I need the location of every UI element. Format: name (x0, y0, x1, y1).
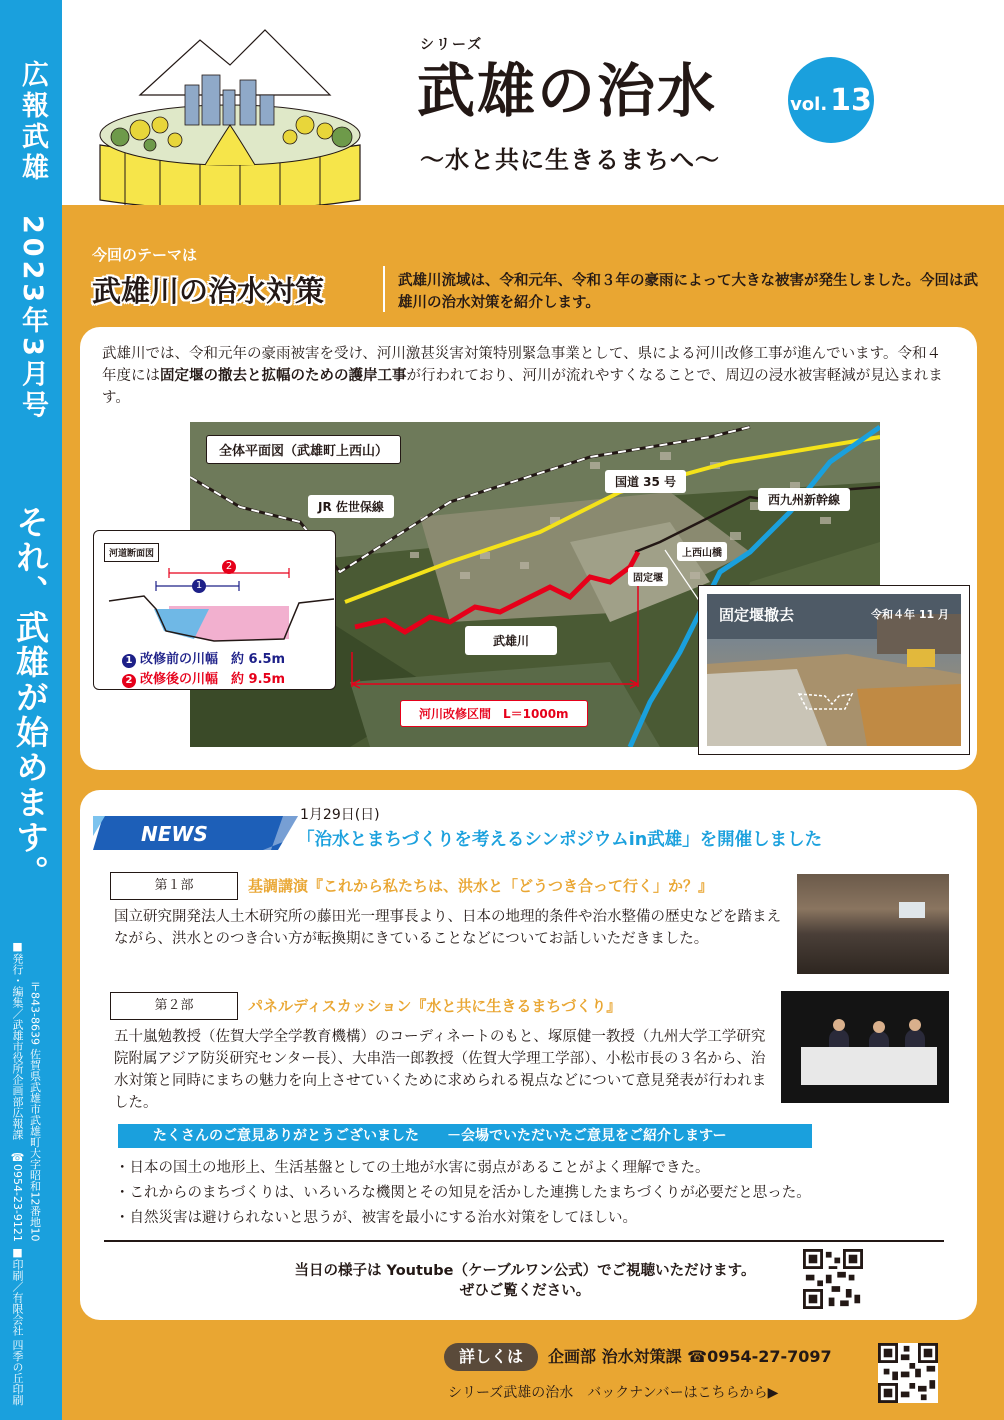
backnumber-qr-code[interactable] (878, 1343, 938, 1403)
intro-paragraph (102, 343, 952, 409)
route-label: 国道 35 号 (605, 470, 686, 493)
section-label: 河川改修区間 L＝1000m (400, 700, 588, 727)
photo-date: 令和４年 11 月 (871, 608, 949, 621)
part1-text: 国立研究開発法人土木研究所の藤田光一理事長より、日本の地理的条件や治水整備の歴史などを踏まえながら、洪水とのつき合い方が転換期にきていることなどについてお話しいただきました。 (114, 909, 781, 947)
printer-line: ■印刷／有限会社 四季の丘印刷 (11, 1245, 24, 1406)
part2-text: 五十嵐勉教授（佐賀大学全学教育機構）のコーディネートのもと、塚原健一教授（九州大学工学研究院附属アジア防災研究センター長）、大串浩一郎教授（佐賀大学理工学部）、小松市長の３名から、治水対策と同時にまちの魅力を向上させていくために求められる視点などについて意見発表が行われました。 (114, 1029, 767, 1111)
lecture-photo (797, 874, 949, 974)
after-width (122, 668, 285, 688)
intro-text-2: が行われており、河川が流れやすくなることで、周辺の浸水被害軽減が見込まれます。 (102, 368, 943, 406)
before-marker: 1 (122, 654, 136, 668)
sidebar (0, 0, 62, 1420)
publisher-line: ■発行・編集／武雄市役所企画部広報課 ☎0954-23-9121 (11, 940, 24, 1242)
photo-title: 固定堰撤去 (719, 606, 795, 624)
contact-info: 企画部 治水対策課 ☎0954-27-7097 (548, 1347, 832, 1366)
panel-photo (781, 991, 949, 1103)
weir-label: 固定堰 (628, 567, 668, 586)
cross-section-inset (93, 530, 336, 690)
part1-title: 基調講演『これから私たちは、洪水と「どうつき合って行く」か？』 (248, 877, 714, 895)
panelist-face (833, 1019, 845, 1031)
news-date: 1月29日(日) (300, 807, 380, 823)
theme-description: 武雄川流域は、令和元年、令和３年の豪雨によって大きな被害が発生しました。今回は武雄川の治水対策を紹介します。 (398, 273, 978, 311)
page-subtitle: ～水と共に生きるまちへ～ (420, 146, 720, 174)
theme-label: 今回のテーマは (92, 246, 198, 264)
youtube-line-2: ぜひご覧ください。 (459, 1283, 591, 1299)
slogan: それ、武雄が始めます。 (11, 505, 50, 890)
after-marker: 2 (122, 674, 136, 688)
jr-label: JR 佐世保線 (308, 495, 394, 518)
town-illustration (80, 25, 380, 220)
news-ribbon-text: NEWS (141, 822, 208, 846)
shinkansen-label: 西九州新幹線 (758, 488, 850, 511)
publisher-info (10, 940, 54, 1406)
marker-1: 1 (192, 579, 206, 593)
backnumber-link[interactable]: シリーズ武雄の治水 バックナンバーはこちらから▶ (448, 1385, 779, 1401)
theme-title: 武雄川の治水対策 (92, 274, 325, 308)
weir-photo-image (707, 594, 961, 746)
news-ribbon (93, 814, 298, 852)
river-label: 武雄川 (465, 626, 557, 655)
publication-title: 広報武雄 2023年3月号 (17, 60, 48, 422)
before-width-text: 改修前の川幅 約 6.5m (140, 652, 286, 667)
marker-2: 2 (222, 560, 236, 574)
intro-text-1: 武雄川では、令和元年の豪雨被害を受け、河川激甚災害対策特別緊急事業として、県による河川改修工事が進んでいます。令和４年度には (102, 346, 941, 384)
before-width (122, 648, 285, 668)
panelist-face (909, 1019, 921, 1031)
map-title: 全体平面図（武雄町上西山） (206, 435, 401, 464)
volume-number: 13 (830, 82, 872, 118)
bridge-label: 上西山橋 (677, 542, 727, 561)
youtube-notice (250, 1261, 800, 1301)
comment-bar: たくさんのご意見ありがとうございました －会場でいただいたご意見をご紹介しますー (118, 1124, 812, 1148)
publisher-address: 〒843-8639 佐賀県武雄市武雄町大字昭和12番地10 (28, 981, 42, 1242)
panel-table (801, 1047, 937, 1085)
theme-divider (383, 266, 385, 312)
youtube-line-1: 当日の様子は Youtube（ケーブルワン公式）でご視聴いただけます。 (294, 1263, 756, 1279)
news-headline: 「治水とまちづくりを考えるシンポジウムin武雄」を開催しました (297, 830, 823, 850)
comment-item: ・日本の国土の地形上、生活基盤としての土地が水害に弱点があることがよく理解できた。 (115, 1160, 710, 1176)
part2-label: 第２部 (110, 992, 238, 1020)
intro-text-bold: 固定堰の撤去と拡幅のための護岸工事 (160, 368, 407, 384)
youtube-qr-code[interactable] (803, 1249, 863, 1309)
weir-photo (698, 585, 970, 755)
part1-label: 第１部 (110, 872, 238, 900)
comment-list (115, 1156, 811, 1231)
series-label: シリーズ (420, 37, 484, 53)
volume-label: vol. (790, 93, 828, 115)
cross-section-title: 河道断面図 (104, 543, 159, 562)
panelist-face (873, 1021, 885, 1033)
page-title: 武雄の治水 (417, 57, 718, 125)
part2-title: パネルディスカッション『水と共に生きるまちづくり』 (248, 997, 622, 1015)
after-width-text: 改修後の川幅 約 9.5m (140, 672, 286, 687)
detail-badge: 詳しくは (444, 1343, 538, 1371)
comment-item: ・これからのまちづくりは、いろいろな機関とその知見を活かした連携したまちづくりが必要だと思った。 (115, 1185, 811, 1201)
comment-item: ・自然災害は避けられないと思うが、被害を最小にする治水対策をしてほしい。 (115, 1210, 637, 1226)
volume-badge (788, 57, 874, 143)
lecture-screen (899, 902, 925, 918)
divider (104, 1240, 944, 1242)
